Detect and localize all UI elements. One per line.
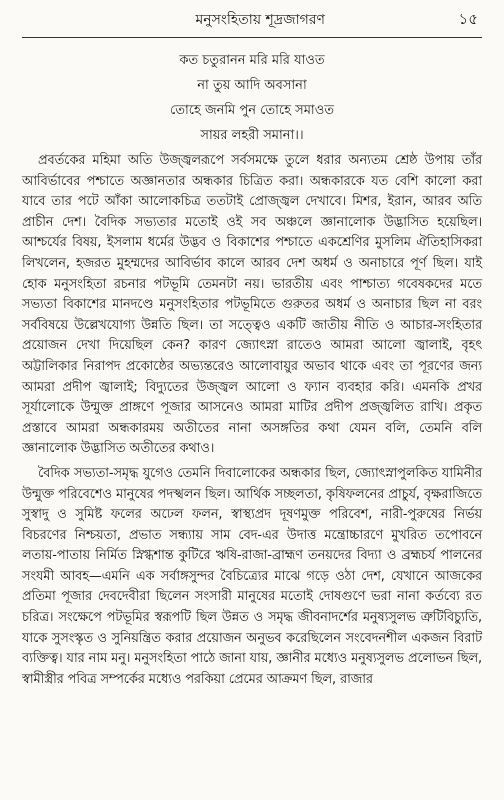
page-number: ১৫ [458,10,478,28]
running-header [22,0,482,38]
body-paragraph: প্রবর্তকের মহিমা অতি উজ্জ্বলরূপে সর্বসমক্ষে তুলে ধরার অন্যতম শ্রেষ্ঠ উপায় তাঁর আবির্ভাবের পশ্চাতে অজ্ঞানতার অন্ধকার চিত্রিত করা। অন্ধকারকে যত বেশি কালো করা যাবে তার পটে আঁকা আলোকচিত্র ততটাই প্রোজ্জ্বল দেখাবে। মিশর, ইরান, আরব অতি প্রাচীন দেশ। বৈদিক সভ্যতার মতোই ওই সব অঞ্চলে জ্ঞানালোক উদ্ভাসিত হয়েছিল। আশ্চর্যের বিষয়, ইসলাম ধর্মের উদ্ভব ও বিকাশের পশ্চাতে একশ্রেণির মুসলিম ঐতিহাসিকরা লিখলেন, হজরত মুহম্মদের আবির্ভাব কালে আরব দেশ অধর্ম ও অনাচারে পূর্ণ ছিল। যাই হোক মনুসংহিতা রচনার পটভূমি তেমনটা নয়। ভারতীয় এবং পাশ্চাত্য গবেষকদের মতে সভ্যতা বিকাশের মানদণ্ডে মনুসংহিতার পটভূমিতে গুরুতর অধর্ম ও অনাচার ছিল না বরং সর্ববিষয়ে উল্লেখযোগ্য উন্নতি ছিল। তা সত্ত্বেও একটি জাতীয় নীতি ও আচার-সংহিতার প্রয়োজন দেখা দিয়েছিল কেন? কারণ জ্যোৎস্না রাতেও আমরা আলো জ্বালাই, বৃহৎ অট্টালিকার নিরাপদ প্রকোষ্ঠের অভ্যন্তরেও আলোবায়ুর অভাব থাকে এবং তা পূরণের জন্য আমরা প্রদীপ জ্বালাই; বিদ্যুতের উজ্জ্বল আলো ও ফ্যান ব্যবহার করি। এমনকি প্রখর সূর্যালোকে উন্মুক্ত প্রাঙ্গণে পূজার আসনেও আমরা মাটির প্রদীপ প্রজ্জ্বলিত রাখি। প্রকৃত প্রস্তাবে আমরা অন্ধকারময় অতীতের নানা অসঙ্গতির কথা যেমন বলি, তেমনি বলি জ্ঞানালোক উদ্ভাসিত অতীতের কথাও। [22,153,482,457]
verse-line: সায়র লহরী সমানা।। [200,128,304,143]
verse-line: না তুয় আদি অবসানা [197,78,307,93]
verse-line: কত চতুরানন মরি মরি যাওত [179,53,325,68]
verse-block [22,48,482,148]
running-title: মনুসংহিতায় শূদ্রজাগরণ [195,12,326,28]
body-paragraph: বৈদিক সভ্যতা-সমৃদ্ধ যুগেও তেমনি দিবালোকের অন্ধকার ছিল, জ্যোৎস্নাপুলকিত যামিনীর উন্মুক্ত পরিবেশেও মানুষের পদস্খলন ছিল। আর্থিক সচ্ছলতা, কৃষিফলনের প্রাচুর্য, বৃক্ষরাজিতে সুস্বাদু ও সুমিষ্ট ফলের অঢেল ফলন, স্বাস্থ্যপ্রদ দূষণমুক্ত পরিবেশ, নারী-পুরুষের নির্ভয় বিচরণের নিশ্চয়তা, প্রভাত সন্ধ্যায় সাম বেদ-এর উদাত্ত মন্ত্রোচ্চারণে মুখরিত তপোবনে লতায়-পাতায় নির্মিত স্নিগ্ধশান্ত কুটিরে ঋষি-রাজা-ব্রাহ্মণ তনয়দের বিদ্যা ও ব্রহ্মচর্য পালনের সংযমী আবহ—এমনি এক সর্বাঙ্গসুন্দর বৈচিত্র্যের মাঝে গড়ে ওঠা দেশ, যেখানে আজকের প্রতিমা পূজার দেবদেবীরা ছিলেন সংসারী মানুষের মতোই দোষগুণে ভরা নানা কর্তব্যে রত চরিত্র। সংক্ষেপে পটভূমির স্বরূপটি ছিল উন্নত ও সমৃদ্ধ জীবনাদর্শের মনুষ্যসুলভ ত্রুটিবিচ্যুতি, যাকে সুসংস্কৃত ও সুনিয়ন্ত্রিত করার প্রয়োজন অনুভব করেছিলেন সংবেদনশীল একজন বিরাট ব্যক্তিত্ব। যার নাম মনু। মনুসংহিতা পাঠে জানা যায়, জ্ঞানীর মধ্যেও মনুষ্যসুলভ প্রলোভন ছিল, স্বামীস্ত্রীর পবিত্র সম্পর্কের মধ্যেও পরকিয়া প্রেমের আক্রমণ ছিল, রাজার [22,465,482,687]
verse-line: তোহে জনমি পুন তোহে সমাওত [169,103,335,118]
